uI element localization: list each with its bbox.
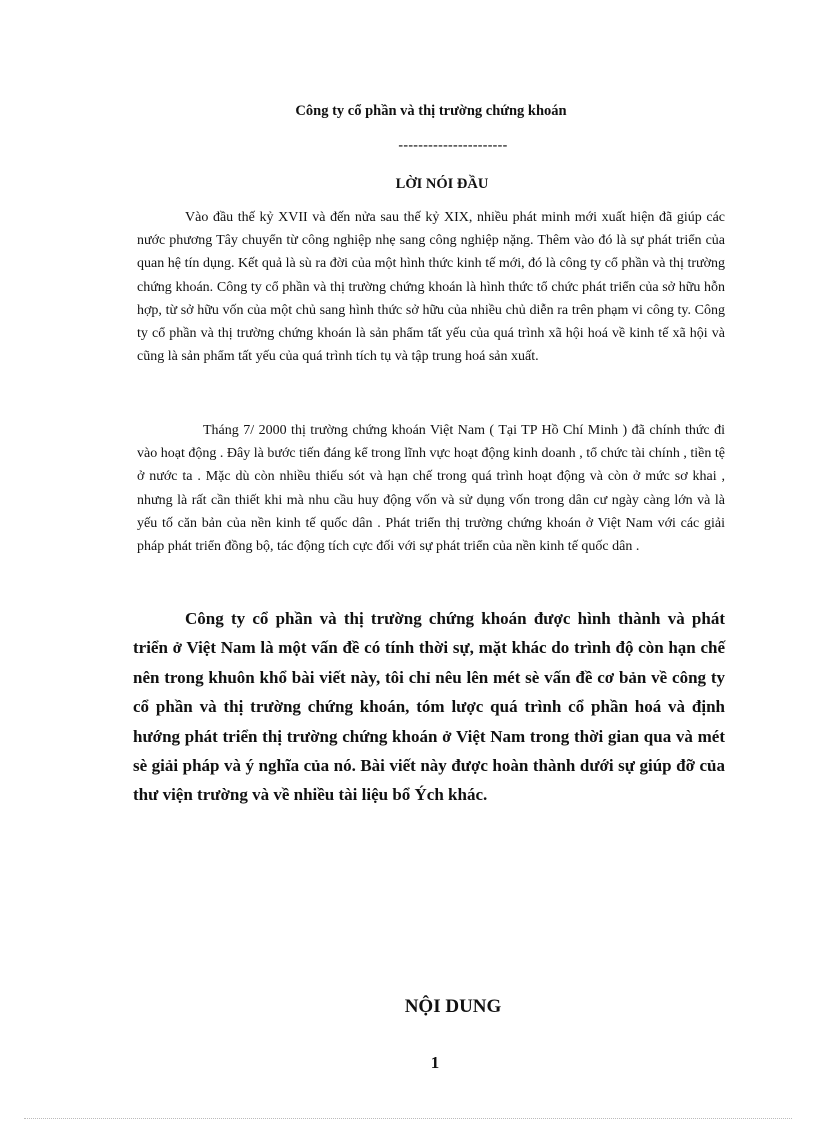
preface-heading: LỜI NÓI ĐẦU xyxy=(395,176,489,192)
preface-paragraph-2: Tháng 7/ 2000 thị trường chứng khoán Việt Nam ( Tại TP Hồ Chí Minh ) đã chính thức đi vào hoạt động . Đây là bước tiến đáng kể trong lĩnh vực hoạt động kinh doanh , tổ chức tài chính , tiền tệ ở nước ta . Mặc dù còn nhiều thiếu sót và hạn chế trong quá trình hoạt động và còn ở mức sơ khai , nhưng là rất cần thiết khi mà nhu cầu huy động vốn và sử dụng vốn trong dân cư ngày càng lớn và là yếu tố căn bản của nền kinh tế quốc dân . Phát triển thị trường chứng khoán ở Việt Nam với các giải pháp phát triển đồng bộ, tác động tích cực đối với sự phát triển của nền kinh tế quốc dân . xyxy=(137,423,725,555)
page-number: 1 xyxy=(430,1053,440,1072)
preface-paragraph-3: Công ty cổ phần và thị trường chứng khoán được hình thành và phát triển ở Việt Nam là một vấn đề có tính thời sự, mặt khác do trình độ còn hạn chế nên trong khuôn khổ bài viết này, tôi chỉ nêu lên mét sè vấn đề cơ bản về công ty cổ phần và thị trường chứng khoán, tóm lược quá trình cổ phần hoá và định hướng phát triển thị trường chứng khoán ở Việt Nam trong thời gian qua và mét sè giải pháp và ý nghĩa của nó. Bài viết này được hoàn thành dưới sự giúp đỡ của thư viện trường và về nhiều tài liệu bổ Ých khác. xyxy=(133,609,725,805)
content-section-heading: NỘI DUNG xyxy=(404,996,502,1017)
preface-paragraph-1: Vào đầu thế kỷ XVII và đến nửa sau thế kỷ XIX, nhiều phát minh mới xuất hiện đã giúp các nước phương Tây chuyển từ công nghiệp nhẹ sang công nghiệp nặng. Thêm vào đó là sự phát triển của quan hệ tín dụng. Kết quả là sù ra đời của một hình thức kinh tế mới, đó là công ty cổ phần và thị trường chứng khoán. Công ty cổ phần và thị trường chứng khoán là hình thức tổ chức phát triển của sở hữu hỗn hợp, từ sở hữu vốn của một chủ sang hình thức sở hữu của nhiều chủ diễn ra trên phạm vi công ty. Công ty cổ phần và thị trường chứng khoán là sản phẩm tất yếu của quá trình xã hội hoá về kinh tế xã hội và cũng là sản phẩm tất yếu của quá trình tích tụ và tập trung hoá sản xuất. xyxy=(137,210,725,365)
document-header-title: Công ty cổ phần và thị trường chứng khoán xyxy=(295,103,567,119)
header-separator: ---------------------- xyxy=(398,138,508,153)
page-bottom-rule xyxy=(24,1118,792,1119)
